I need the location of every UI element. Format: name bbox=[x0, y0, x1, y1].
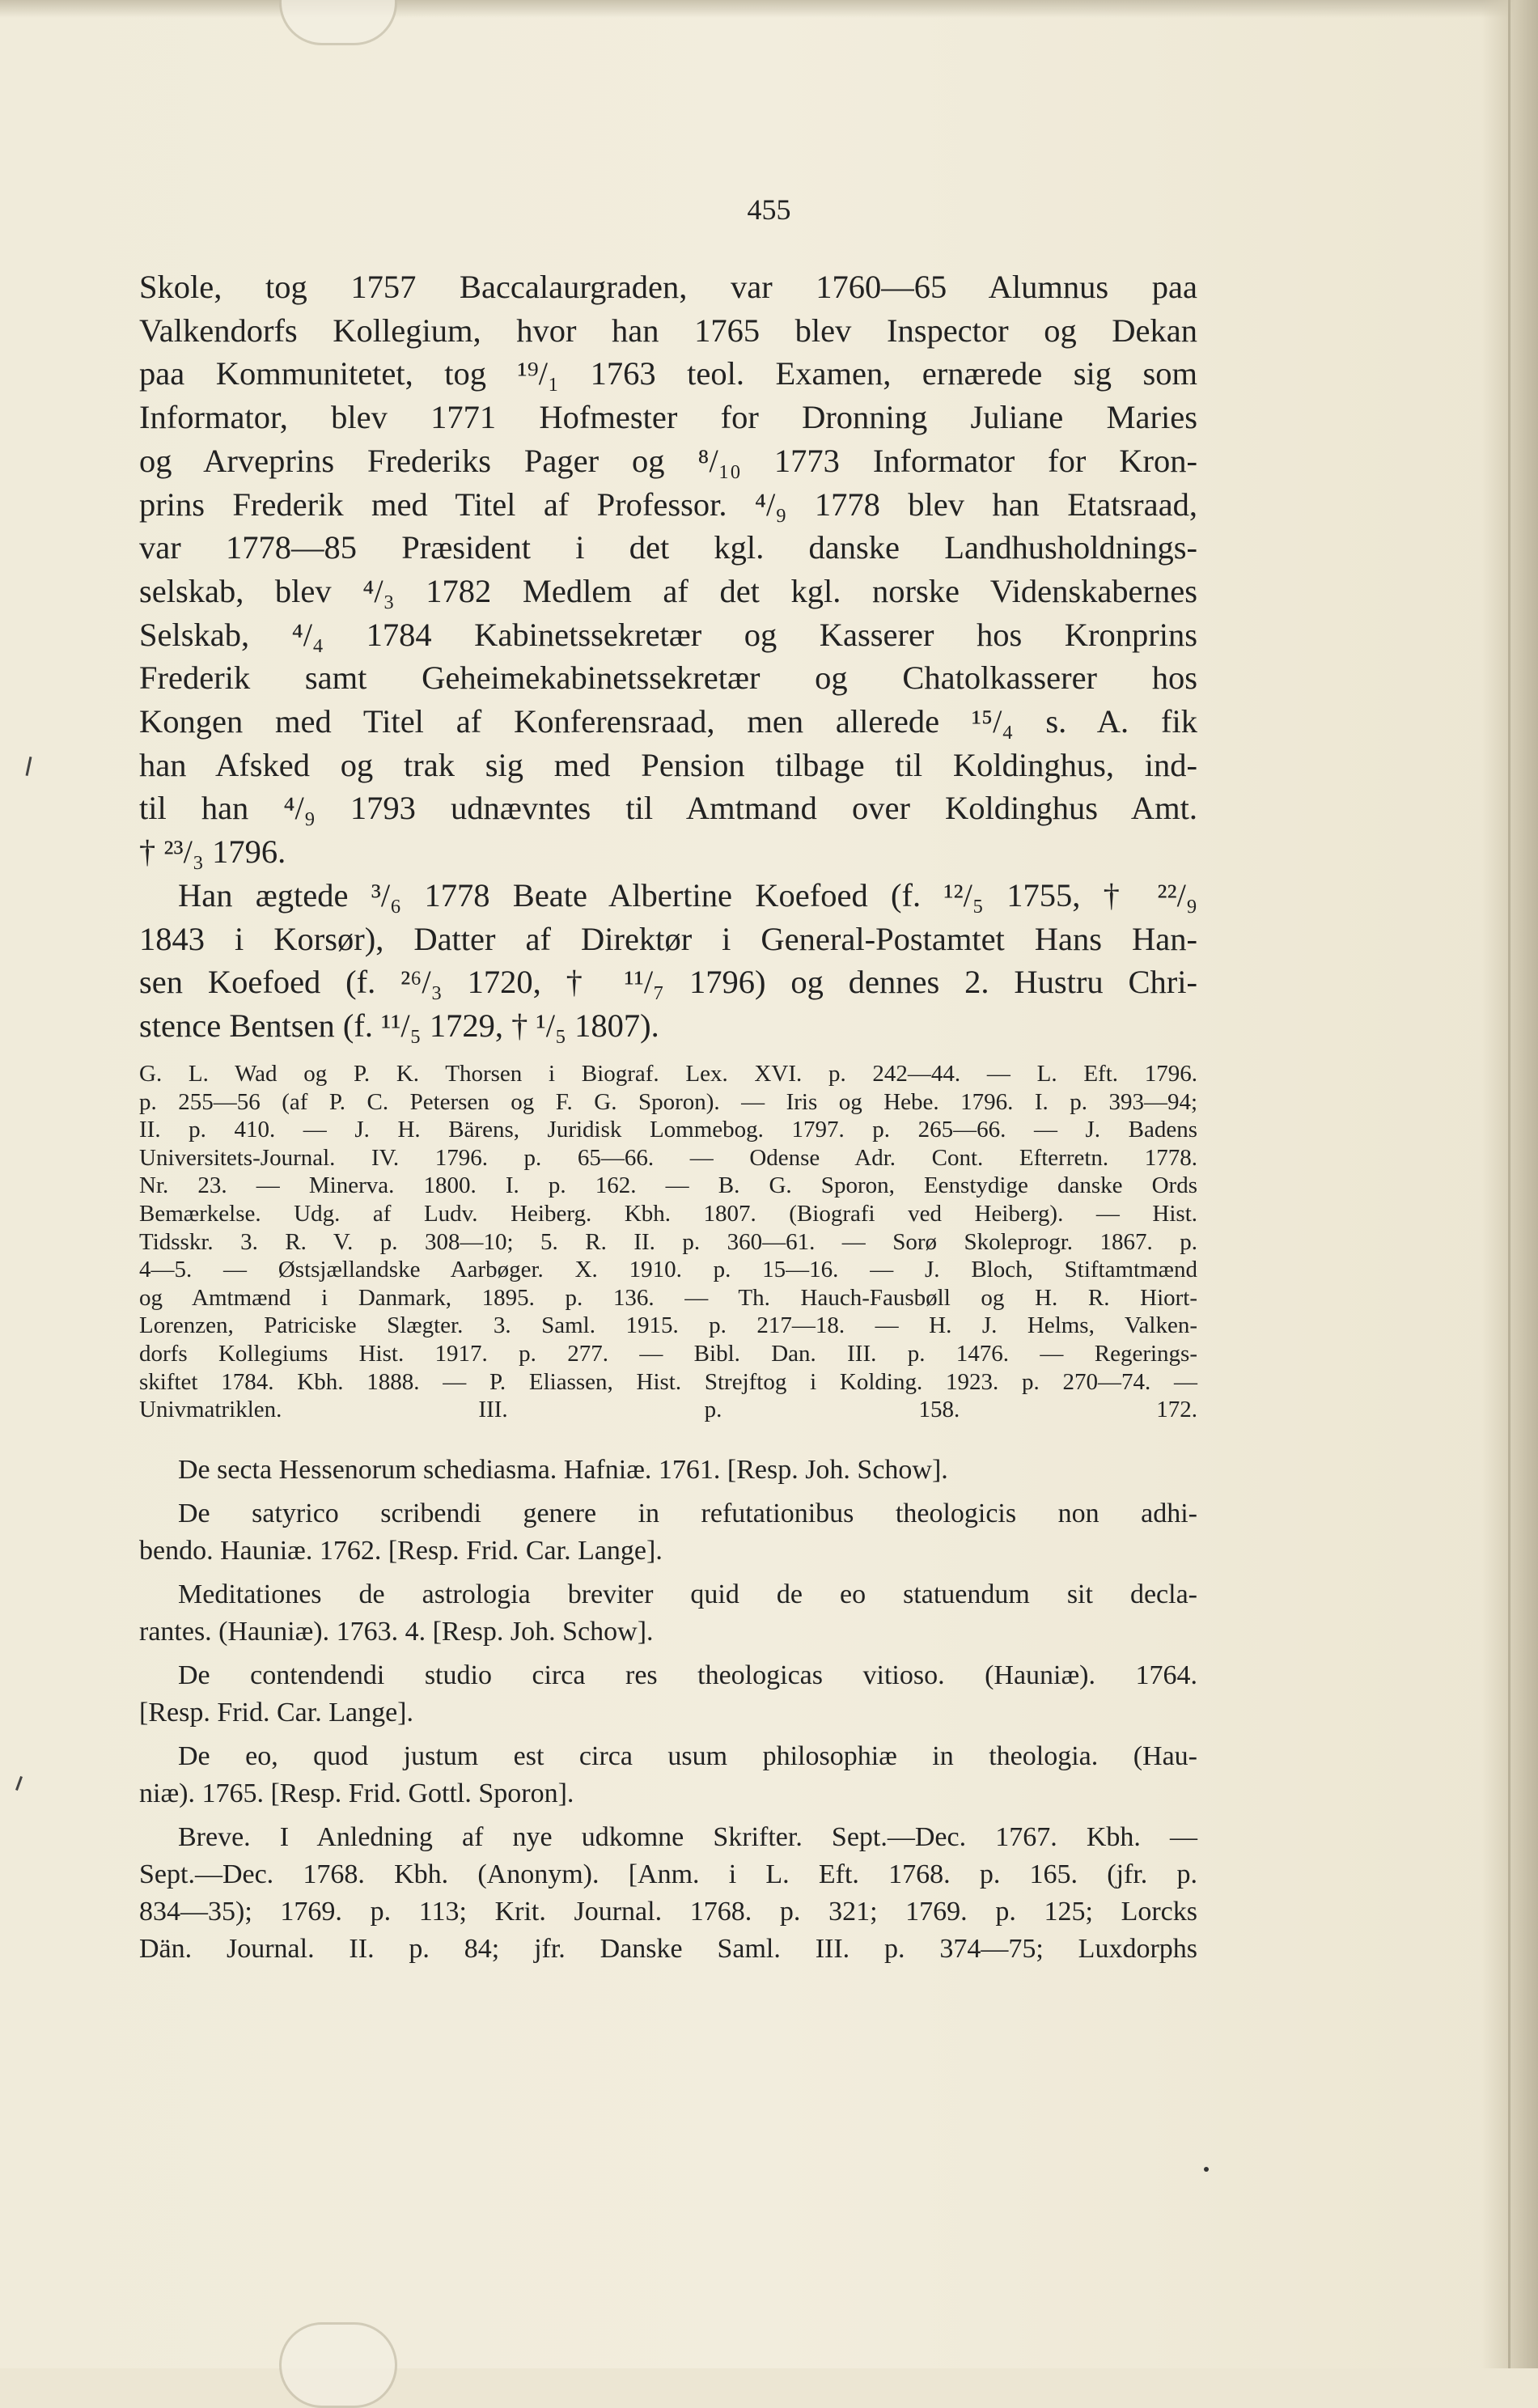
works-entries bbox=[139, 1452, 1197, 1968]
work-line: Breve. I Anledning af nye udkomne Skrifter. Sept.—Dec. 1767. Kbh. — bbox=[178, 1822, 1197, 1852]
biography-line: paa Kommunitetet, tog ¹⁹/₁ 1763 teol. Examen, ernærede sig som bbox=[139, 355, 1197, 392]
margin-pencil-mark bbox=[26, 757, 32, 776]
reference-line: skiftet 1784. Kbh. 1888. — P. Eliassen, Hist. Strejftog i Kolding. 1923. p. 270—74. — bbox=[139, 1368, 1197, 1395]
page-number: 455 bbox=[747, 193, 791, 226]
work-line: De contendendi studio circa res theologicas vitioso. (Hauniæ). 1764. bbox=[178, 1660, 1197, 1690]
work-line: Sept.—Dec. 1768. Kbh. (Anonym). [Anm. i L. Eft. 1768. p. 165. (jfr. p. bbox=[139, 1859, 1197, 1889]
biography-paragraph bbox=[139, 265, 1197, 874]
work-line: De secta Hessenorum schediasma. Hafniæ. 1761. [Resp. Joh. Schow]. bbox=[178, 1455, 948, 1485]
biography-line: til han ⁴/₉ 1793 udnævntes til Amtmand over Koldinghus Amt. bbox=[139, 790, 1197, 827]
binding-tab-bottom bbox=[279, 2322, 397, 2408]
work-line: 834—35); 1769. p. 113; Krit. Journal. 1768. p. 321; 1769. p. 125; Lorcks bbox=[139, 1897, 1197, 1927]
work-line: bendo. Hauniæ. 1762. [Resp. Frid. Car. Lange]. bbox=[139, 1536, 663, 1566]
reference-line: II. p. 410. — J. H. Bärens, Juridisk Lommebog. 1797. p. 265—66. — J. Badens bbox=[139, 1117, 1197, 1143]
biography-line: Kongen med Titel af Konferensraad, men allerede ¹⁵/₄ s. A. fik bbox=[139, 703, 1197, 740]
reference-line: Lorenzen, Patriciske Slægter. 3. Saml. 1915. p. 217—18. — H. J. Helms, Valken- bbox=[139, 1312, 1197, 1339]
reference-line: dorfs Kollegiums Hist. 1917. p. 277. — Bibl. Dan. III. p. 1476. — Regerings- bbox=[139, 1340, 1197, 1367]
ink-speck bbox=[1204, 2167, 1209, 2172]
work-entry bbox=[139, 1657, 1197, 1732]
biography-line: og Arveprins Frederiks Pager og ⁸/₁₀ 1773 Informator for Kron- bbox=[139, 442, 1197, 479]
works-list bbox=[139, 1452, 1197, 1974]
marriage-line: 1843 i Korsør), Datter af Direktør i General-Postamtet Hans Han- bbox=[139, 920, 1197, 957]
reference-line: Universitets-Journal. IV. 1796. p. 65—66. — Odense Adr. Cont. Efterretn. 1778. bbox=[139, 1144, 1197, 1171]
biography-line: Frederik samt Geheimekabinetssekretær og Chatolkasserer hos bbox=[139, 659, 1197, 697]
work-entry bbox=[139, 1738, 1197, 1812]
biography-line: han Afsked og trak sig med Pension tilbage til Koldinghus, ind- bbox=[139, 746, 1197, 783]
work-line: Meditationes de astrologia breviter quid de eo statuendum sit decla- bbox=[178, 1579, 1197, 1609]
reference-line: Tidsskr. 3. R. V. p. 308—10; 5. R. II. p. 360—61. — Sorø Skoleprogr. 1867. p. bbox=[139, 1228, 1197, 1255]
work-line: rantes. (Hauniæ). 1763. 4. [Resp. Joh. Schow]. bbox=[139, 1617, 654, 1647]
marriage-paragraph bbox=[139, 874, 1197, 1048]
reference-line: 4—5. — Østsjællandske Aarbøger. X. 1910. p. 15—16. — J. Bloch, Stiftamtmænd bbox=[139, 1257, 1197, 1283]
work-entry bbox=[139, 1576, 1197, 1651]
biography-line: † ²³/₃ 1796. bbox=[139, 833, 286, 871]
biography-line: selskab, blev ⁴/₃ 1782 Medlem af det kgl. norske Videnskabernes bbox=[139, 572, 1197, 609]
work-line: De eo, quod justum est circa usum philosophiæ in theologia. (Hau- bbox=[178, 1741, 1197, 1771]
reference-line: p. 255—56 (af P. C. Petersen og F. G. Sporon). — Iris og Hebe. 1796. I. p. 393—94; bbox=[139, 1088, 1197, 1115]
reference-list bbox=[139, 1060, 1197, 1424]
reference-line: Bemærkelse. Udg. af Ludv. Heiberg. Kbh. 1807. (Biografi ved Heiberg). — Hist. bbox=[139, 1200, 1197, 1227]
biography-line: prins Frederik med Titel af Professor. ⁴/₉ 1778 blev han Etatsraad, bbox=[139, 485, 1197, 523]
work-entry bbox=[139, 1495, 1197, 1570]
reference-lines bbox=[139, 1060, 1197, 1424]
work-line: De satyrico scribendi genere in refutationibus theologicis non adhi- bbox=[178, 1499, 1197, 1528]
binding-edge bbox=[1508, 0, 1510, 2368]
marriage-line: stence Bentsen (f. ¹¹/₅ 1729, † ¹/₅ 1807). bbox=[139, 1007, 659, 1044]
reference-line: og Amtmænd i Danmark, 1895. p. 136. — Th. Hauch-Fausbøll og H. R. Hiort- bbox=[139, 1284, 1197, 1311]
biography-text bbox=[139, 265, 1197, 1048]
work-entry bbox=[139, 1819, 1197, 1968]
reference-line: Univmatriklen. III. p. 158. 172. bbox=[139, 1397, 1197, 1423]
biography-line: var 1778—85 Præsident i det kgl. danske Landhusholdnings- bbox=[139, 529, 1197, 566]
margin-pencil-mark bbox=[15, 1776, 23, 1791]
reference-line: G. L. Wad og P. K. Thorsen i Biograf. Lex. XVI. p. 242—44. — L. Eft. 1796. bbox=[139, 1061, 1197, 1087]
biography-line: Selskab, ⁴/₄ 1784 Kabinetssekretær og Kasserer hos Kronprins bbox=[139, 616, 1197, 653]
work-entry bbox=[139, 1452, 1197, 1489]
marriage-line: sen Koefoed (f. ²⁶/₃ 1720, † ¹¹/₇ 1796) og dennes 2. Hustru Chri- bbox=[139, 964, 1197, 1001]
biography-line: Informator, blev 1771 Hofmester for Dronning Juliane Maries bbox=[139, 399, 1197, 436]
work-line: niæ). 1765. [Resp. Frid. Gottl. Sporon]. bbox=[139, 1778, 574, 1808]
reference-line: Nr. 23. — Minerva. 1800. I. p. 162. — B. G. Sporon, Eenstydige danske Ords bbox=[139, 1172, 1197, 1199]
biography-line: Valkendorfs Kollegium, hvor han 1765 blev Inspector og Dekan bbox=[139, 312, 1197, 349]
biography-line: Skole, tog 1757 Baccalaurgraden, var 1760—65 Alumnus paa bbox=[139, 269, 1197, 305]
binding-tab-top bbox=[279, 0, 397, 45]
work-line: Dän. Journal. II. p. 84; jfr. Danske Saml. III. p. 374—75; Luxdorphs bbox=[139, 1934, 1197, 1964]
page-top-shadow bbox=[0, 0, 1538, 18]
work-line: [Resp. Frid. Car. Lange]. bbox=[139, 1698, 413, 1728]
marriage-line: Han ægtede ³/₆ 1778 Beate Albertine Koefoed (f. ¹²/₅ 1755, † ²²/₉ bbox=[178, 876, 1197, 914]
